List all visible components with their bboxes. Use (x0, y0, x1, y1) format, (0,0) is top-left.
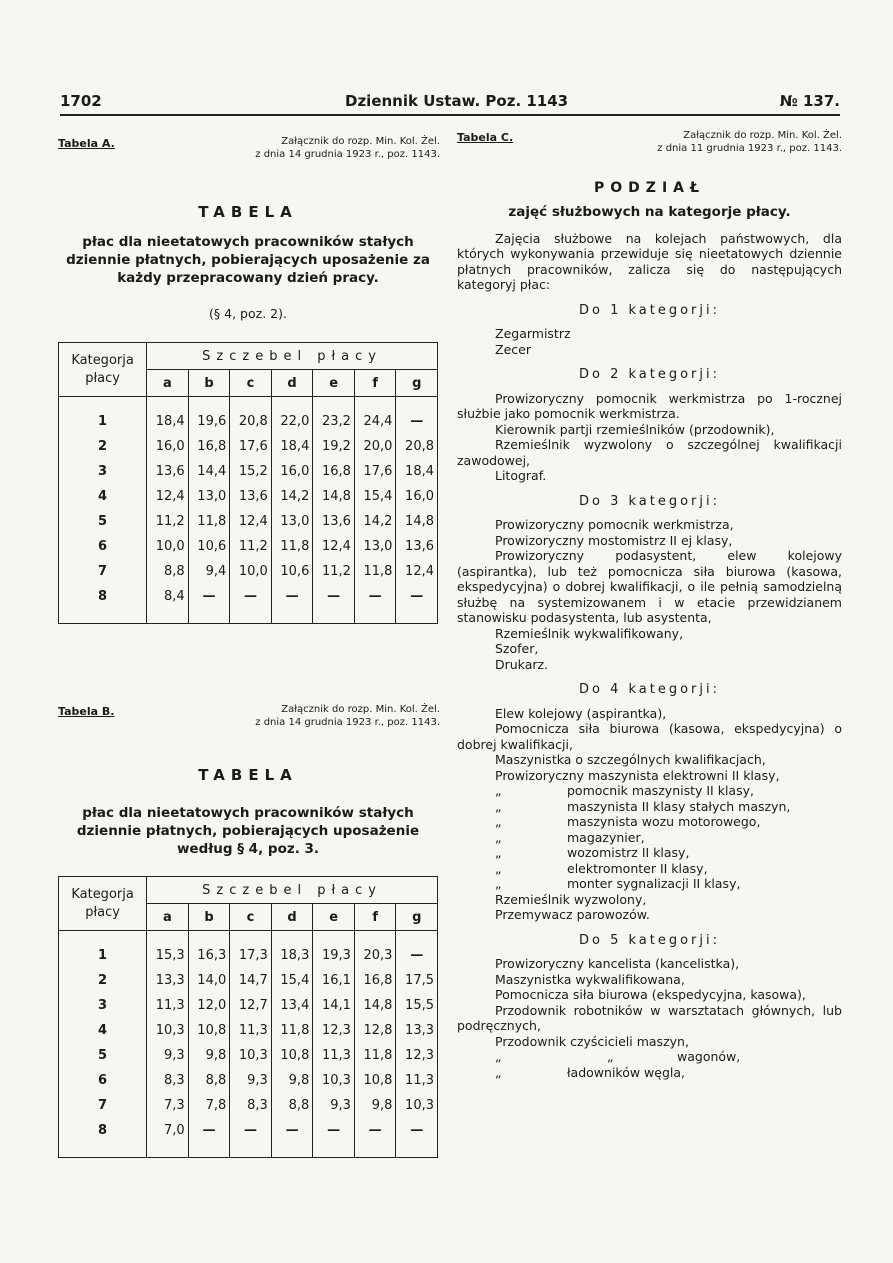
value-cell: 14,8 (396, 509, 438, 534)
value-cell: 9,8 (188, 1043, 230, 1068)
value-cell: 13,6 (396, 534, 438, 559)
value-cell: 12,4 (396, 559, 438, 584)
ditto-mark: „ (495, 860, 502, 876)
value-cell: 12,3 (396, 1043, 438, 1068)
value-cell: 20,0 (354, 434, 396, 459)
value-cell: 18,4 (271, 434, 313, 459)
category-3-heading: Do 3 kategorji: (578, 493, 720, 509)
value-cell: 11,3 (230, 1018, 272, 1043)
value-cell: 19,2 (313, 434, 355, 459)
list-item (457, 845, 842, 861)
value-cell: 16,3 (188, 943, 230, 968)
value-cell: 16,0 (271, 459, 313, 484)
issue-number: № 137. (779, 92, 840, 110)
value-cell: 12,0 (188, 993, 230, 1018)
category-cell: 8 (59, 584, 147, 609)
wage-table-a (58, 342, 438, 624)
tabela-a-heading: TABELA (198, 203, 298, 221)
category-cell: 8 (59, 1118, 147, 1143)
value-cell: 14,1 (313, 993, 355, 1018)
list-item (457, 876, 842, 892)
value-cell: 12,8 (354, 1018, 396, 1043)
table-row (59, 534, 438, 559)
value-cell: 12,4 (313, 534, 355, 559)
category-cell: 4 (59, 1018, 147, 1043)
value-cell: 11,3 (147, 993, 189, 1018)
value-cell: 9,4 (188, 559, 230, 584)
category-cell: 2 (59, 968, 147, 993)
title-line: według § 4, poz. 3. (176, 841, 320, 857)
value-cell: 14,8 (354, 993, 396, 1018)
value-cell: 16,8 (354, 968, 396, 993)
list-item: Prowizoryczny maszynista elektrowni II klasy, (495, 767, 780, 783)
list-item: Zecer (495, 341, 531, 357)
value-cell: 19,6 (188, 409, 230, 434)
category-cell: 1 (59, 943, 147, 968)
list-item (457, 814, 842, 830)
value-cell: — (313, 584, 355, 609)
value-cell: — (313, 1118, 355, 1143)
tabela-a-label: Tabela A. (58, 137, 115, 150)
value-cell: — (188, 1118, 230, 1143)
value-cell: 11,2 (147, 509, 189, 534)
letter-b: b (188, 904, 230, 931)
value-cell: 15,4 (354, 484, 396, 509)
value-cell: 11,2 (230, 534, 272, 559)
tabela-b-label: Tabela B. (58, 705, 115, 718)
page-number: 1702 (60, 92, 102, 110)
value-cell: 13,0 (354, 534, 396, 559)
intro-paragraph: Zajęcia służbowe na kolejach państwowych, dla których wykonywania przewiduje się nieetatowych dziennie płatnych pracowników, zalicza się do następujących kategoryj płac: (457, 230, 842, 292)
value-cell: 7,8 (188, 1093, 230, 1118)
category-1-heading: Do 1 kategorji: (578, 302, 720, 318)
ditto-text: wagonów, (677, 1049, 741, 1064)
category-cell: 6 (59, 1068, 147, 1093)
category-cell: 5 (59, 509, 147, 534)
list-item: Pomocnicza siła biurowa (ekspedycyjna, kasowa), (495, 987, 806, 1002)
letter-d: d (271, 904, 313, 931)
letter-g: g (396, 904, 438, 931)
header-szczebel: Szczebel płacy (147, 343, 438, 370)
value-cell: 16,0 (396, 484, 438, 509)
value-cell: — (271, 584, 313, 609)
value-cell: 9,3 (230, 1068, 272, 1093)
value-cell: 10,8 (354, 1068, 396, 1093)
value-cell: — (230, 1118, 272, 1143)
value-cell: 13,6 (230, 484, 272, 509)
category-cell: 1 (59, 409, 147, 434)
list-item: Prowizoryczny pomocnik werkmistrza po 1-rocznej służbie jako pomocnik werkmistrza. (457, 390, 842, 421)
letter-e: e (313, 370, 355, 397)
table-row (59, 584, 438, 609)
ditto-mark: „ (495, 783, 502, 798)
value-cell: — (396, 584, 438, 609)
category-cell: 7 (59, 559, 147, 584)
table-row (59, 1018, 438, 1043)
list-item: Przemywacz parowozów. (495, 907, 650, 922)
category-5-heading: Do 5 kategorji: (578, 932, 720, 948)
list-item: Litograf. (495, 468, 547, 483)
value-cell: 11,8 (271, 534, 313, 559)
kat-line: Kategorja (71, 352, 134, 368)
value-cell: 13,0 (271, 509, 313, 534)
value-cell: 13,3 (147, 968, 189, 993)
value-cell: 13,4 (271, 993, 313, 1018)
value-cell: 10,6 (188, 534, 230, 559)
value-cell: 13,0 (188, 484, 230, 509)
title-line: każdy przepracowany dzień pracy. (117, 270, 379, 286)
value-cell: 20,8 (396, 434, 438, 459)
header-szczebel: Szczebel płacy (147, 877, 438, 904)
tabela-c-label: Tabela C. (457, 131, 514, 144)
value-cell: 14,8 (313, 484, 355, 509)
value-cell: 8,3 (147, 1068, 189, 1093)
value-cell: 17,6 (230, 434, 272, 459)
list-item: Elew kolejowy (aspirantka), (495, 705, 667, 721)
letter-a: a (147, 370, 189, 397)
tabela-a-title (52, 233, 444, 287)
value-cell: 14,4 (188, 459, 230, 484)
ditto-text: wozomistrz II klasy, (567, 845, 690, 860)
value-cell: 16,8 (313, 459, 355, 484)
value-cell: 10,8 (271, 1043, 313, 1068)
table-row (59, 943, 438, 968)
value-cell: 10,0 (230, 559, 272, 584)
category-4-heading: Do 4 kategorji: (578, 682, 720, 697)
attachment-line: z dnia 14 grudnia 1923 r., poz. 1143. (255, 149, 440, 160)
header-kategorja (59, 343, 147, 397)
value-cell: — (396, 943, 438, 968)
value-cell: — (396, 1118, 438, 1143)
value-cell: 11,8 (188, 509, 230, 534)
ditto-mark: „ (495, 829, 502, 845)
value-cell: 20,8 (230, 409, 272, 434)
value-cell: 18,3 (271, 943, 313, 968)
value-cell: 13,6 (313, 509, 355, 534)
value-cell: 9,8 (271, 1068, 313, 1093)
value-cell: 16,0 (147, 434, 189, 459)
list-item: Zegarmistrz (495, 326, 571, 341)
ditto-mark: „ (495, 798, 502, 814)
value-cell: 11,8 (354, 559, 396, 584)
value-cell: 14,2 (354, 509, 396, 534)
title-line: dziennie płatnych, pobierających uposażenie (76, 823, 420, 839)
table-row (59, 434, 438, 459)
attachment-line: Załącznik do rozp. Min. Kol. Żel. (281, 704, 440, 715)
list-item: Maszynistka wykwalifikowana, (495, 971, 685, 987)
tabela-c-body (457, 205, 842, 1080)
value-cell: 18,4 (396, 459, 438, 484)
value-cell: 9,3 (313, 1093, 355, 1118)
ditto-text: magazynier, (567, 829, 645, 845)
letter-c: c (230, 904, 272, 931)
ditto-mark: „ (495, 876, 502, 891)
table-row (59, 409, 438, 434)
wage-table-b (58, 876, 438, 1158)
title-line: płac dla nieetatowych pracowników stałych (82, 805, 414, 821)
value-cell: 20,3 (354, 943, 396, 968)
list-item: Prowizoryczny pomocnik werkmistrza, (495, 517, 734, 532)
table-row (59, 968, 438, 993)
value-cell: — (230, 584, 272, 609)
list-item: Prowizoryczny mostomistrz II ej klasy, (495, 532, 733, 548)
value-cell: 16,1 (313, 968, 355, 993)
value-cell: 14,7 (230, 968, 272, 993)
list-item: Maszynistka o szczególnych kwalifikacjach, (495, 752, 766, 767)
title-line: płac dla nieetatowych pracowników stałych (82, 234, 414, 250)
table-row (59, 993, 438, 1018)
kat-line: płacy (85, 370, 120, 386)
letter-b: b (188, 370, 230, 397)
value-cell: 8,4 (147, 584, 189, 609)
category-cell: 5 (59, 1043, 147, 1068)
value-cell: 7,3 (147, 1093, 189, 1118)
ditto-mark: „ (607, 1049, 614, 1064)
table-row (59, 484, 438, 509)
ditto-text: ładowników węgla, (567, 1064, 686, 1080)
list-item: Szofer, (495, 641, 539, 656)
value-cell: — (396, 409, 438, 434)
letter-e: e (313, 904, 355, 931)
value-cell: 11,2 (313, 559, 355, 584)
list-item (457, 1049, 842, 1065)
value-cell: 12,7 (230, 993, 272, 1018)
table-row (59, 1093, 438, 1118)
list-item: Rzemieślnik wyzwolony o szczególnej kwalifikacji zawodowej, (457, 437, 842, 468)
value-cell: 15,5 (396, 993, 438, 1018)
value-cell: 15,2 (230, 459, 272, 484)
category-cell: 2 (59, 434, 147, 459)
list-item: Przodownik robotników w warsztatach głównych, lub podręcznych, (457, 1002, 842, 1033)
value-cell: 17,5 (396, 968, 438, 993)
category-cell: 3 (59, 459, 147, 484)
value-cell: 8,8 (147, 559, 189, 584)
value-cell: 9,8 (354, 1093, 396, 1118)
value-cell: 18,4 (147, 409, 189, 434)
attachment-line: Załącznik do rozp. Min. Kol. Żel. (683, 130, 842, 141)
table-row (59, 1043, 438, 1068)
category-2-heading: Do 2 kategorji: (578, 367, 720, 382)
value-cell: 15,3 (147, 943, 189, 968)
kat-line: płacy (85, 904, 120, 920)
list-item: Kierownik partji rzemieślników (przodownik), (495, 421, 775, 437)
value-cell: — (354, 584, 396, 609)
table-row (59, 459, 438, 484)
tabela-b-heading: TABELA (198, 766, 298, 784)
ditto-text: maszynista wozu motorowego, (567, 814, 761, 829)
header-kategorja (59, 877, 147, 931)
value-cell: 10,3 (396, 1093, 438, 1118)
value-cell: 17,6 (354, 459, 396, 484)
value-cell: 10,3 (313, 1068, 355, 1093)
tabela-c-heading: PODZIAŁ (594, 180, 705, 196)
value-cell: 8,3 (230, 1093, 272, 1118)
tabela-c-subheading: zajęć służbowych na kategorje płacy. (508, 204, 791, 220)
attachment-line: Załącznik do rozp. Min. Kol. Żel. (281, 136, 440, 147)
value-cell: 11,3 (313, 1043, 355, 1068)
letter-f: f (354, 904, 396, 931)
category-cell: 6 (59, 534, 147, 559)
letter-g: g (396, 370, 438, 397)
list-item: Rzemieślnik wykwalifikowany, (495, 625, 684, 641)
value-cell: 11,3 (396, 1068, 438, 1093)
value-cell: 17,3 (230, 943, 272, 968)
list-item (457, 1065, 842, 1081)
table-row (59, 1118, 438, 1143)
list-item (457, 861, 842, 877)
list-item (457, 783, 842, 799)
value-cell: 22,0 (271, 409, 313, 434)
ditto-mark: „ (495, 814, 502, 829)
tabela-b-title (52, 804, 444, 858)
table-row (59, 1068, 438, 1093)
value-cell: 8,8 (188, 1068, 230, 1093)
value-cell: 12,3 (313, 1018, 355, 1043)
letter-a: a (147, 904, 189, 931)
ditto-text: elektromonter II klasy, (567, 860, 708, 876)
value-cell: 16,8 (188, 434, 230, 459)
value-cell: 10,0 (147, 534, 189, 559)
kat-line: Kategorja (71, 886, 134, 902)
value-cell: 10,6 (271, 559, 313, 584)
list-item: Przodownik czyścicieli maszyn, (495, 1033, 689, 1049)
value-cell: 15,4 (271, 968, 313, 993)
attachment-line: z dnia 11 grudnia 1923 r., poz. 1143. (657, 143, 842, 154)
value-cell: 11,8 (354, 1043, 396, 1068)
list-item (457, 830, 842, 846)
value-cell: 23,2 (313, 409, 355, 434)
category-cell: 4 (59, 484, 147, 509)
tabela-c-attachment (590, 129, 842, 155)
letter-c: c (230, 370, 272, 397)
value-cell: 11,8 (271, 1018, 313, 1043)
title-line: dziennie płatnych, pobierających uposażenie za (66, 252, 430, 268)
value-cell: 10,3 (147, 1018, 189, 1043)
list-item: Drukarz. (495, 656, 549, 672)
ditto-mark: „ (495, 1049, 502, 1064)
ditto-text: maszynista II klasy stałych maszyn, (567, 798, 791, 814)
category-cell: 3 (59, 993, 147, 1018)
list-item: Prowizoryczny kancelista (kancelistka), (495, 956, 740, 971)
letter-f: f (354, 370, 396, 397)
journal-title: Dziennik Ustaw. Poz. 1143 (345, 92, 569, 110)
value-cell: 13,6 (147, 459, 189, 484)
page-header (60, 88, 840, 116)
value-cell: 13,3 (396, 1018, 438, 1043)
value-cell: 14,0 (188, 968, 230, 993)
ditto-text: pomocnik maszynisty II klasy, (567, 783, 754, 798)
tabela-a-ref: (§ 4, poz. 2). (209, 306, 287, 321)
table-row (59, 509, 438, 534)
attachment-line: z dnia 14 grudnia 1923 r., poz. 1143. (255, 717, 440, 728)
letter-d: d (271, 370, 313, 397)
value-cell: 24,4 (354, 409, 396, 434)
table-row (59, 559, 438, 584)
tabela-a-attachment (190, 135, 440, 161)
value-cell: 14,2 (271, 484, 313, 509)
value-cell: 12,4 (147, 484, 189, 509)
ditto-mark: „ (495, 845, 502, 860)
value-cell: — (354, 1118, 396, 1143)
value-cell: 10,8 (188, 1018, 230, 1043)
value-cell: 10,3 (230, 1043, 272, 1068)
list-item: Rzemieślnik wyzwolony, (495, 891, 647, 907)
value-cell: — (188, 584, 230, 609)
list-item: Prowizoryczny podasystent, elew kolejowy (aspirantka), lub też pomocnicza siła biurowa (kasowa, ekspedycyjna) o dobrej kwalifikacji, o ile pełnią samodzielną służbę na systemizowanem i w etacie przewidzianem stanowisku podasystenta, lub asystenta, (457, 548, 842, 625)
value-cell: — (271, 1118, 313, 1143)
value-cell: 19,3 (313, 943, 355, 968)
list-item: Pomocnicza siła biurowa (kasowa, ekspedycyjna) o dobrej kwalifikacji, (457, 721, 842, 752)
value-cell: 12,4 (230, 509, 272, 534)
category-cell: 7 (59, 1093, 147, 1118)
ditto-text: monter sygnalizacji II klasy, (567, 876, 741, 891)
value-cell: 9,3 (147, 1043, 189, 1068)
value-cell: 8,8 (271, 1093, 313, 1118)
tabela-b-attachment (190, 703, 440, 729)
ditto-mark: „ (495, 1064, 502, 1080)
list-item (457, 799, 842, 815)
value-cell: 7,0 (147, 1118, 189, 1143)
